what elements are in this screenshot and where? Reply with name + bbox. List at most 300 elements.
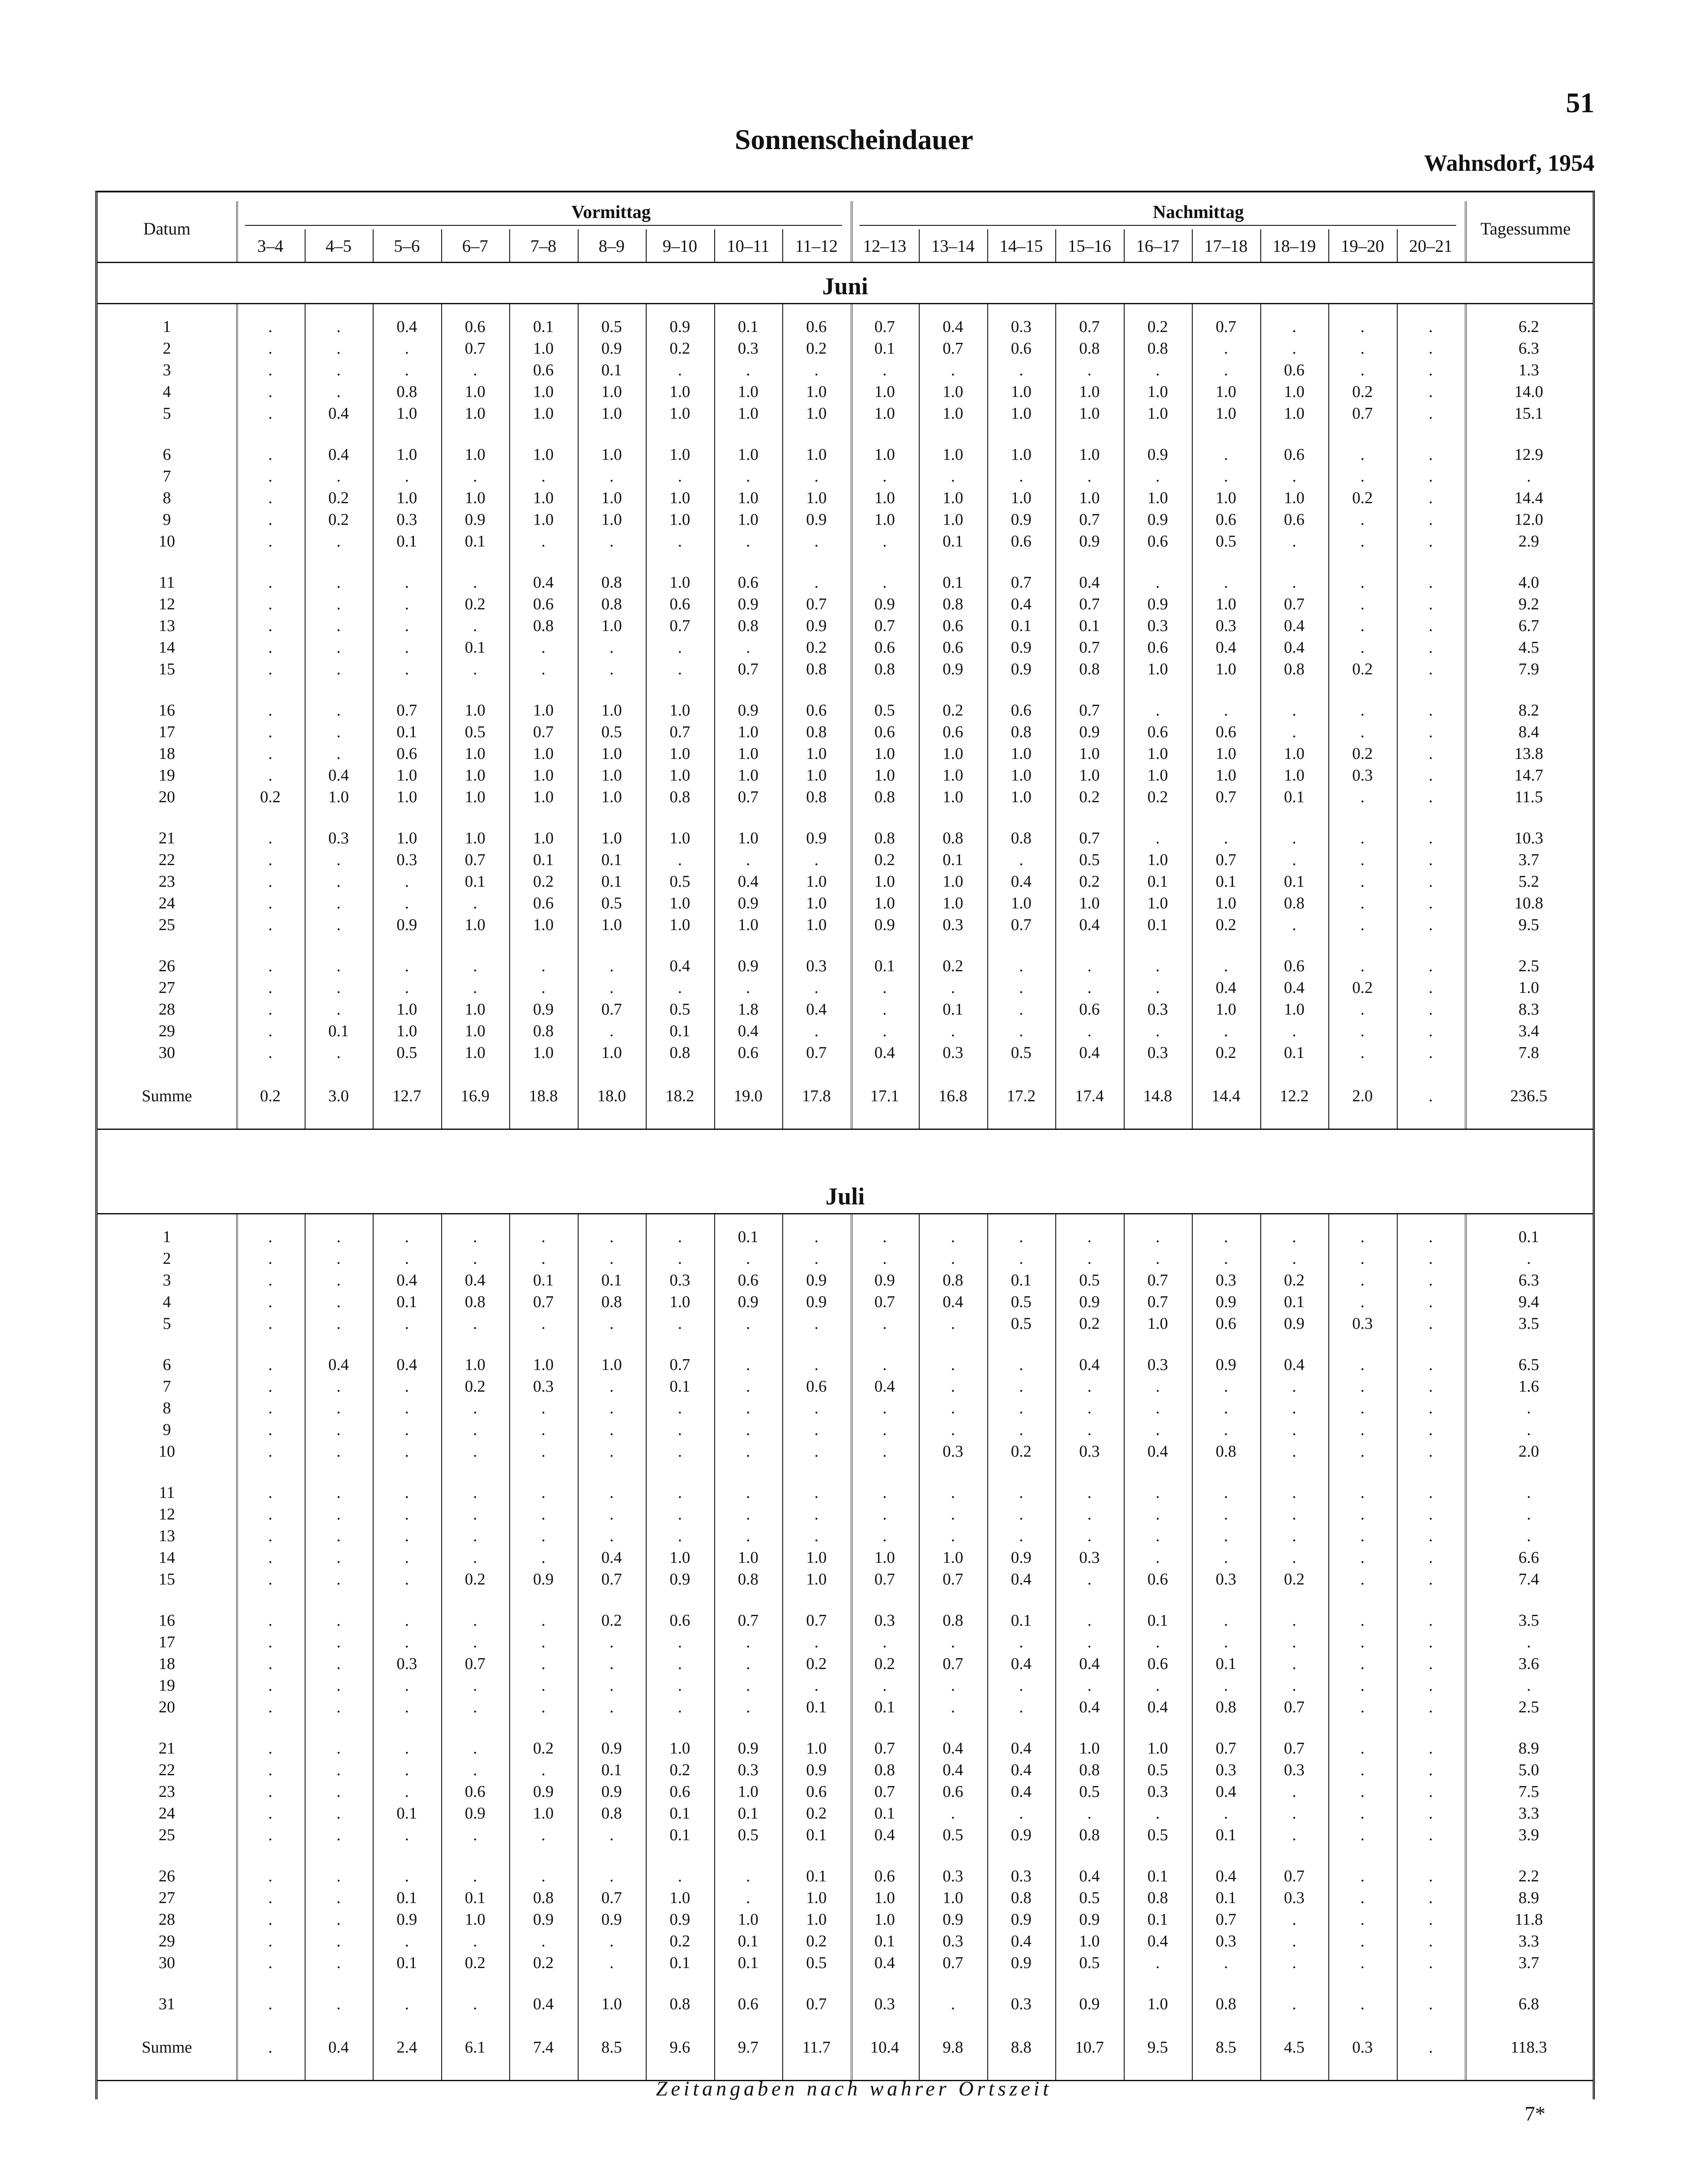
row-date: 14: [159, 638, 175, 657]
hour-value: .: [746, 1655, 750, 1673]
row-date: 27: [159, 1889, 175, 1907]
hour-value: 0.3: [1011, 1995, 1031, 2013]
hour-value: .: [1428, 573, 1433, 592]
hour-value: .: [1224, 1549, 1228, 1567]
hour-value: .: [1428, 1698, 1433, 1716]
hour-value: .: [473, 1633, 477, 1651]
summe-label: Summe: [141, 2038, 192, 2056]
hour-value: .: [951, 1804, 955, 1822]
hour-value: 0.5: [1079, 1954, 1100, 1972]
hour-value: .: [268, 573, 273, 592]
hour-value: .: [1428, 339, 1433, 358]
hour-value: .: [882, 1315, 887, 1333]
hour-value: .: [1360, 361, 1365, 379]
hour-value: .: [746, 361, 750, 379]
hour-value: .: [882, 979, 887, 997]
hour-value: .: [268, 1783, 273, 1801]
hour-value: 0.7: [1079, 829, 1100, 847]
hour-value: .: [336, 573, 341, 592]
hour-value: .: [1428, 1249, 1433, 1268]
hour-value: .: [473, 1932, 477, 1950]
summe-value: 18.8: [529, 1087, 558, 1105]
summe-value: 16.9: [461, 1087, 490, 1105]
hour-value: .: [268, 1022, 273, 1040]
hour-value: .: [268, 894, 273, 912]
hour-value: 0.9: [1011, 1910, 1031, 1929]
hour-value: 0.7: [874, 617, 895, 635]
hour-header: 19–20: [1340, 236, 1384, 256]
hour-value: .: [678, 1527, 682, 1545]
hour-value: 0.3: [943, 1932, 963, 1950]
hour-value: .: [951, 1505, 955, 1523]
hour-value: .: [1360, 1399, 1365, 1417]
hour-value: .: [541, 1527, 546, 1545]
hour-value: .: [541, 532, 546, 550]
hour-value: 0.8: [465, 1293, 485, 1311]
hour-value: 0.6: [1079, 1000, 1100, 1018]
summe-value: 17.2: [1007, 1087, 1036, 1105]
hour-value: 0.3: [1147, 1356, 1168, 1374]
hour-value: 0.6: [1147, 1570, 1168, 1588]
hour-value: .: [814, 1527, 819, 1545]
daily-total: 2.5: [1518, 957, 1539, 975]
hour-value: .: [882, 1421, 887, 1439]
hour-value: 0.7: [874, 1570, 895, 1588]
hour-value: .: [814, 1633, 819, 1651]
hour-value: 1.0: [465, 1044, 485, 1062]
daily-total: .: [1526, 1399, 1531, 1417]
hour-value: 0.9: [806, 1271, 827, 1289]
hour-value: 0.3: [533, 1377, 554, 1396]
hour-value: .: [1224, 1399, 1228, 1417]
hour-value: 0.6: [670, 595, 690, 613]
hour-value: 1.0: [533, 1804, 554, 1822]
hour-value: 0.1: [738, 1932, 758, 1950]
hour-value: 1.0: [874, 1889, 895, 1907]
hour-value: 1.0: [1011, 489, 1031, 507]
hour-value: .: [1292, 1676, 1296, 1695]
hour-value: 0.9: [533, 1783, 554, 1801]
daily-total: 7.8: [1518, 1044, 1539, 1062]
hour-value: 0.8: [670, 1995, 690, 2013]
hour-value: 0.8: [806, 723, 827, 741]
hour-value: 0.1: [670, 1826, 690, 1844]
hour-value: 0.3: [738, 339, 758, 358]
hour-value: .: [1224, 1421, 1228, 1439]
hour-value: 0.4: [1216, 979, 1236, 997]
hour-value: 0.6: [874, 1867, 895, 1885]
hour-value: .: [1360, 957, 1365, 975]
hour-value: .: [609, 979, 614, 997]
table-row: [98, 914, 1593, 936]
hour-value: 0.1: [1216, 1655, 1236, 1673]
hour-value: .: [678, 1442, 682, 1461]
daily-total: .: [1526, 1633, 1531, 1651]
hour-value: 1.0: [738, 766, 758, 784]
column-rule: [236, 303, 238, 1129]
hour-value: .: [1155, 1505, 1160, 1523]
hour-value: .: [268, 1995, 273, 2013]
hour-value: .: [1087, 467, 1092, 485]
hour-value: 1.0: [1079, 745, 1100, 763]
table-row: [98, 765, 1593, 786]
hour-header: 3–4: [257, 236, 283, 256]
row-date: 15: [159, 1570, 175, 1588]
hour-value: .: [405, 1932, 409, 1950]
hour-value: .: [336, 1889, 341, 1907]
hour-value: .: [1360, 1995, 1365, 2013]
hour-value: 1.0: [806, 766, 827, 784]
hour-value: 0.1: [943, 1000, 963, 1018]
hour-value: 0.9: [806, 617, 827, 635]
summe-value: 14.8: [1143, 1087, 1172, 1105]
hour-value: 0.4: [1079, 1867, 1100, 1885]
hour-value: .: [1360, 1570, 1365, 1588]
hour-value: 0.1: [806, 1867, 827, 1885]
hour-value: .: [1292, 1249, 1296, 1268]
hour-value: .: [473, 1442, 477, 1461]
hour-value: 0.3: [1079, 1549, 1100, 1567]
daily-total: 13.8: [1514, 745, 1543, 763]
hour-value: 1.0: [738, 404, 758, 423]
summe-value: 18.0: [597, 1087, 626, 1105]
hour-value: .: [746, 1676, 750, 1695]
hour-value: 0.4: [328, 404, 349, 423]
hour-value: .: [405, 595, 409, 613]
hour-value: 0.9: [1216, 1356, 1236, 1374]
hour-value: .: [1428, 979, 1433, 997]
table-row: [98, 1503, 1593, 1525]
hour-value: 0.2: [670, 1932, 690, 1950]
hour-value: .: [1019, 1505, 1023, 1523]
hour-value: 0.3: [1216, 1932, 1236, 1950]
hour-value: .: [609, 638, 614, 657]
hour-value: 0.1: [1011, 1611, 1031, 1630]
hour-value: .: [746, 638, 750, 657]
hour-value: 1.0: [1011, 788, 1031, 806]
hour-value: .: [1292, 1783, 1296, 1801]
hour-value: .: [609, 957, 614, 975]
hour-value: .: [1428, 1611, 1433, 1630]
hour-value: .: [268, 1867, 273, 1885]
hour-value: .: [1087, 361, 1092, 379]
hour-value: .: [1155, 1549, 1160, 1567]
hour-value: .: [1428, 638, 1433, 657]
hour-value: .: [1292, 318, 1296, 336]
hour-value: .: [1087, 1676, 1092, 1695]
table-row: [98, 1952, 1593, 1974]
hour-value: 0.4: [943, 318, 963, 336]
hour-value: 0.2: [1147, 318, 1168, 336]
hour-value: .: [1087, 1570, 1092, 1588]
hour-value: 1.0: [397, 489, 417, 507]
hour-value: 0.3: [738, 1761, 758, 1779]
daily-total: 6.8: [1518, 1995, 1539, 2013]
daily-total: 8.4: [1518, 723, 1539, 741]
summe-value: 14.4: [1211, 1087, 1240, 1105]
hour-value: .: [1155, 1954, 1160, 1972]
hour-value: 0.7: [943, 1655, 963, 1673]
hour-value: .: [268, 723, 273, 741]
hour-value: .: [1428, 383, 1433, 401]
row-date: 5: [163, 1315, 171, 1333]
column-rule: [236, 1213, 238, 2080]
hour-value: .: [1087, 1399, 1092, 1417]
hour-value: .: [1087, 1228, 1092, 1246]
hour-value: 0.2: [806, 1804, 827, 1822]
hour-value: .: [746, 851, 750, 869]
hour-value: .: [336, 638, 341, 657]
hour-value: .: [951, 1377, 955, 1396]
hour-value: 1.0: [943, 872, 963, 891]
row-date: 13: [159, 1527, 175, 1545]
hour-value: 0.8: [1079, 339, 1100, 358]
column-rule: [373, 229, 374, 262]
hour-value: .: [1428, 1954, 1433, 1972]
hour-value: 0.4: [1011, 1932, 1031, 1950]
hour-value: .: [405, 1633, 409, 1651]
row-date: 21: [159, 829, 175, 847]
hour-value: .: [336, 595, 341, 613]
hour-value: 0.7: [1079, 511, 1100, 529]
hour-value: 1.0: [601, 404, 622, 423]
hour-value: .: [541, 1399, 546, 1417]
hour-value: .: [268, 1889, 273, 1907]
hour-value: .: [268, 1249, 273, 1268]
hour-value: 0.2: [1352, 489, 1373, 507]
hour-value: 0.7: [1011, 916, 1031, 934]
hour-value: 0.8: [1079, 660, 1100, 678]
hour-value: 0.5: [1079, 1889, 1100, 1907]
hour-value: .: [1360, 1377, 1365, 1396]
hour-value: 1.0: [943, 745, 963, 763]
hour-value: .: [1224, 1022, 1228, 1040]
hour-value: 0.2: [874, 1655, 895, 1673]
hour-value: .: [1155, 573, 1160, 592]
hour-value: .: [473, 979, 477, 997]
hour-value: .: [405, 660, 409, 678]
hour-value: .: [541, 1484, 546, 1502]
hour-value: .: [814, 467, 819, 485]
hour-value: 1.0: [465, 1022, 485, 1040]
hour-value: 0.8: [1011, 1889, 1031, 1907]
hour-value: .: [882, 361, 887, 379]
hour-value: 0.8: [738, 617, 758, 635]
hour-value: .: [1360, 595, 1365, 613]
hour-value: .: [1292, 723, 1296, 741]
hour-value: .: [1428, 361, 1433, 379]
hour-value: .: [268, 1954, 273, 1972]
hour-value: 0.9: [1147, 446, 1168, 464]
column-rule: [1055, 1213, 1056, 2080]
column-rule: [509, 303, 510, 1129]
hour-value: 0.7: [465, 1655, 485, 1673]
hour-value: .: [268, 1356, 273, 1374]
row-date: 5: [163, 404, 171, 423]
hour-value: .: [541, 660, 546, 678]
hour-value: .: [1292, 916, 1296, 934]
hour-value: .: [473, 1739, 477, 1757]
hour-value: 0.4: [465, 1271, 485, 1289]
hour-value: 1.0: [874, 383, 895, 401]
hour-value: .: [1428, 1377, 1433, 1396]
daily-total: 14.4: [1514, 489, 1543, 507]
hour-value: .: [541, 467, 546, 485]
table-row: [98, 1909, 1593, 1930]
hour-value: .: [1224, 1633, 1228, 1651]
hour-value: 0.1: [1216, 1826, 1236, 1844]
hour-value: .: [678, 851, 682, 869]
hour-value: 1.0: [601, 1044, 622, 1062]
table-row: [98, 572, 1593, 593]
hour-value: 1.0: [533, 383, 554, 401]
hour-value: .: [268, 511, 273, 529]
table-row: [98, 1803, 1593, 1824]
hour-value: 1.0: [601, 829, 622, 847]
hour-value: 1.0: [601, 916, 622, 934]
hour-value: 0.1: [738, 1954, 758, 1972]
hour-value: 0.9: [1079, 1293, 1100, 1311]
hour-value: .: [336, 1932, 341, 1950]
hour-header: 14–15: [999, 236, 1043, 256]
hour-value: .: [1292, 467, 1296, 485]
hour-value: 0.9: [806, 1761, 827, 1779]
hour-value: 0.7: [738, 660, 758, 678]
daily-total: 3.7: [1518, 851, 1539, 869]
hour-value: .: [268, 1399, 273, 1417]
hour-value: .: [1224, 1527, 1228, 1545]
hour-value: .: [1360, 1442, 1365, 1461]
hour-value: 0.8: [1216, 1698, 1236, 1716]
hour-value: 1.0: [943, 1549, 963, 1567]
row-date: 13: [159, 617, 175, 635]
hour-value: .: [1428, 1000, 1433, 1018]
summe-value: 8.8: [1011, 2038, 1031, 2056]
hour-value: .: [951, 1356, 955, 1374]
hour-value: .: [473, 1611, 477, 1630]
hour-value: .: [746, 979, 750, 997]
row-date: 8: [163, 489, 171, 507]
hour-value: 0.7: [943, 1954, 963, 1972]
hour-value: .: [1428, 1867, 1433, 1885]
hour-value: 0.2: [328, 489, 349, 507]
hour-value: 0.7: [533, 723, 554, 741]
hour-value: 0.6: [806, 1783, 827, 1801]
hour-value: 0.3: [1147, 617, 1168, 635]
hour-value: 0.8: [806, 660, 827, 678]
hour-value: .: [336, 979, 341, 997]
hour-value: .: [1428, 1484, 1433, 1502]
table-row: [98, 487, 1593, 509]
hour-value: .: [336, 1505, 341, 1523]
row-date: 22: [159, 851, 175, 869]
hour-value: 0.4: [1284, 1356, 1305, 1374]
row-date: 22: [159, 1761, 175, 1779]
daily-total: 4.5: [1518, 638, 1539, 657]
hour-value: .: [1360, 1633, 1365, 1651]
table-row: [98, 871, 1593, 892]
hour-value: 1.0: [806, 383, 827, 401]
hour-value: 1.0: [1284, 489, 1305, 507]
row-date: 31: [159, 1995, 175, 2013]
hour-value: 0.2: [670, 1761, 690, 1779]
hour-value: 1.0: [533, 766, 554, 784]
hour-value: .: [1224, 1377, 1228, 1396]
column-rule: [1260, 229, 1261, 262]
hour-value: 0.4: [943, 1739, 963, 1757]
hour-value: 0.8: [874, 1761, 895, 1779]
hour-value: 1.0: [1216, 894, 1236, 912]
summe-value: 9.5: [1147, 2038, 1168, 2056]
hour-value: .: [1360, 1826, 1365, 1844]
hour-value: 0.6: [1284, 446, 1305, 464]
hour-value: .: [1019, 1633, 1023, 1651]
hour-value: 0.7: [601, 1570, 622, 1588]
hour-value: 0.9: [874, 916, 895, 934]
hour-value: .: [336, 1484, 341, 1502]
hour-value: 1.0: [806, 1549, 827, 1567]
hour-value: .: [473, 660, 477, 678]
hour-value: 1.0: [1011, 894, 1031, 912]
hour-value: 0.5: [601, 894, 622, 912]
hour-value: 1.0: [1147, 766, 1168, 784]
hour-value: 0.1: [806, 1826, 827, 1844]
hour-value: 0.4: [397, 1356, 417, 1374]
table-row: [98, 1610, 1593, 1631]
hour-value: 0.8: [1216, 1442, 1236, 1461]
hour-value: 1.0: [738, 916, 758, 934]
hour-value: 0.1: [670, 1804, 690, 1822]
row-date: 7: [163, 1377, 171, 1396]
hour-value: .: [268, 916, 273, 934]
hour-value: 1.0: [1147, 851, 1168, 869]
hour-value: .: [678, 1421, 682, 1439]
header-rule: [98, 262, 1593, 263]
hour-value: .: [678, 979, 682, 997]
hour-value: .: [1360, 1228, 1365, 1246]
column-rule: [1124, 303, 1125, 1129]
hour-value: .: [336, 1442, 341, 1461]
hour-value: 0.1: [1284, 872, 1305, 891]
hour-value: 0.6: [1147, 638, 1168, 657]
hour-value: 1.0: [806, 489, 827, 507]
hour-value: .: [1087, 1804, 1092, 1822]
hour-value: .: [1360, 1804, 1365, 1822]
hour-value: 1.0: [533, 404, 554, 423]
hour-value: 1.0: [601, 1995, 622, 2013]
hour-value: .: [473, 1421, 477, 1439]
hour-value: .: [268, 660, 273, 678]
hour-value: .: [473, 1549, 477, 1567]
hour-value: 1.0: [738, 745, 758, 763]
row-date: 11: [159, 573, 175, 592]
hour-value: .: [609, 1932, 614, 1950]
hour-value: .: [1428, 1910, 1433, 1929]
hour-value: 0.7: [806, 1044, 827, 1062]
hour-value: 0.9: [670, 1910, 690, 1929]
hour-value: 0.1: [1011, 617, 1031, 635]
hour-value: 0.7: [1147, 1271, 1168, 1289]
hour-value: .: [1087, 1421, 1092, 1439]
hour-value: .: [1292, 1932, 1296, 1950]
hour-value: 0.2: [1352, 979, 1373, 997]
hour-value: .: [1428, 1399, 1433, 1417]
hour-value: .: [473, 1995, 477, 2013]
hour-value: 0.2: [328, 511, 349, 529]
hour-value: 0.4: [1284, 638, 1305, 657]
hour-value: .: [678, 1315, 682, 1333]
row-date: 8: [163, 1399, 171, 1417]
